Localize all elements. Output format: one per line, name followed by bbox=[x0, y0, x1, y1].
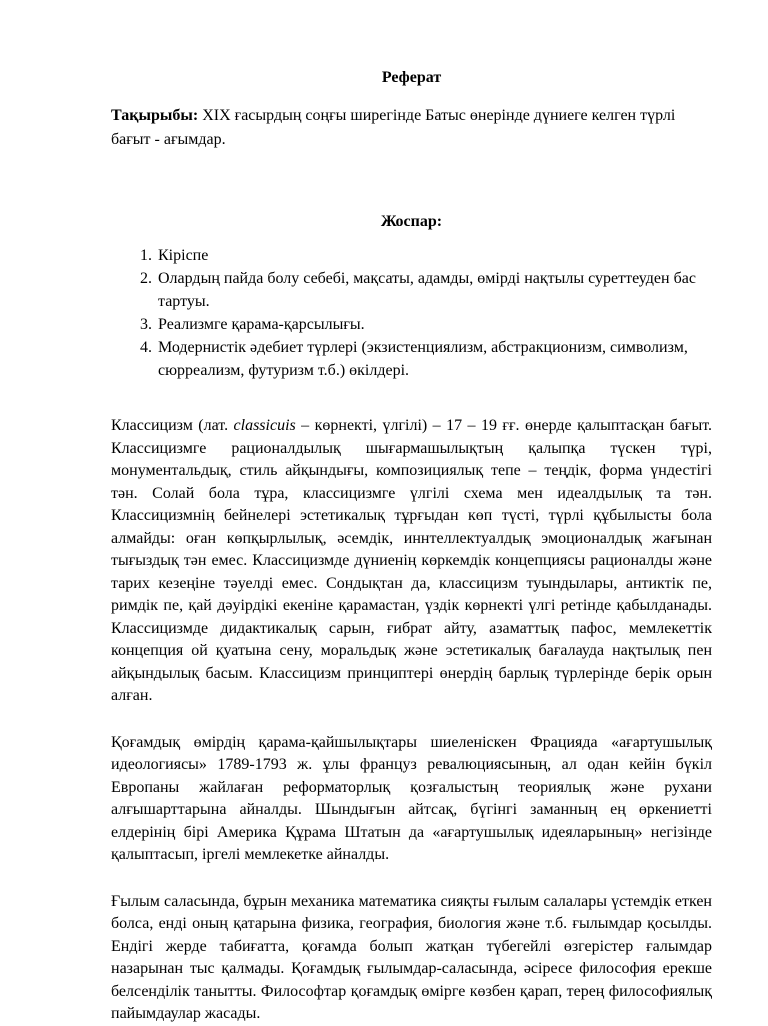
paragraph-enlightenment: Қоғамдық өмірдің қарама-қайшылықтары шиеленіскен Фрацияда «ағартушылық идеологиясы» 1789-1793 ж. ұлы француз ревалюциясының, ал одан кейін бүкіл Европаны жайлаған реформаторлық қозғалыстың теориялық және рухани алғышарттарына айналды. Шындығын айтсақ, бүгінгі заманның ең өркениетті елдерінің бірі Америка Құрама Штатын да «ағартушылық идеяларының» негізінде қалыптасып, іргелі мемлекетке айналды. bbox=[111, 733, 712, 863]
latin-term: classicuis bbox=[233, 417, 296, 434]
plan-item: 3. Реализмге қарама-қарсылығы. bbox=[156, 313, 712, 336]
topic-label: Тақырыбы: bbox=[111, 107, 199, 124]
topic-text: XIX ғасырдың соңғы ширегінде Батыс өнерінде дүниеге келген түрлі бағыт - ағымдар. bbox=[111, 107, 676, 148]
paragraph-science: Ғылым саласында, бұрын механика математика сияқты ғылым салалары үстемдік еткен болса, енді оның қатарына физика, география, биология және т.б. ғылымдар қосылды. Ендігі жерде табиғатта, қоғамда болып жатқан түбегейлі өзгерістер ғалымдар назарынан тыс қалмады. Қоғамдық ғылымдар-саласында, әсіресе философия ерекше белсенділік танытты. Философтар қоғамдық өмірге көзбен қарап, терең философиялық пайымдаулар жасады. bbox=[111, 892, 712, 1022]
document-page bbox=[111, 66, 712, 1026]
plan-list bbox=[111, 244, 712, 382]
paragraph-text: – көрнекті, үлгілі) – 17 – 19 ғғ. өнерде қалыптасқан бағыт. Классицизмге рационалдылық шығармашылықтың қалыпқа түскен түрі, монументальдық, стиль айқындығы, композициялық тепе – теңдік, форма үндестігі тән. Солай бола тұра, классицизмге үлгілі схема мен идеалдылық та тән. Классицизмнің бейнелері эстетикалық тұрғыдан көп түсті, түрлі құбылысты бола алмайды: оған көпқырлылық, әсемдік, иннтеллектуалдық эмоционалдық жағынан тығыздық тән емес. Классицизмде дүниенің көркемдік концепциясы рационалды және тарих кезеңіне тәуелді емес. Сондықтан да, классицизм туындылары, антиктік пе, римдік пе, қай дәуірдікі екеніне қарамастан, үздік көрнекті үлгі ретінде қабылданады. Классицизмде дидактикалық сарын, ғибрат айту, азаматтық пафос, мемлекеттік концепция ой қуатына сену, моральдық және эстетикалық бағалауда нақтылық пен айқындылық басым. Классицизм принциптері өнердің барлық түрлерінде берік орын алған. bbox=[111, 417, 713, 704]
plan-item: 4. Модернистік әдебиет түрлері (экзистенциялизм, абстракционизм, символизм, сюрреализм, футуризм т.б.) өкілдері. bbox=[156, 336, 712, 382]
plan-item: 1. Кіріспе bbox=[156, 244, 712, 267]
plan-item: 2. Олардың пайда болу себебі, мақсаты, адамды, өмірді нақтылы суреттеуден бас тартуы. bbox=[156, 267, 712, 313]
paragraph-text: Классицизм (лат. bbox=[111, 417, 234, 434]
document-title: Реферат bbox=[381, 69, 442, 86]
topic-line bbox=[111, 104, 712, 152]
plan-title: Жоспар: bbox=[380, 213, 443, 230]
paragraph-classicism bbox=[111, 415, 712, 708]
